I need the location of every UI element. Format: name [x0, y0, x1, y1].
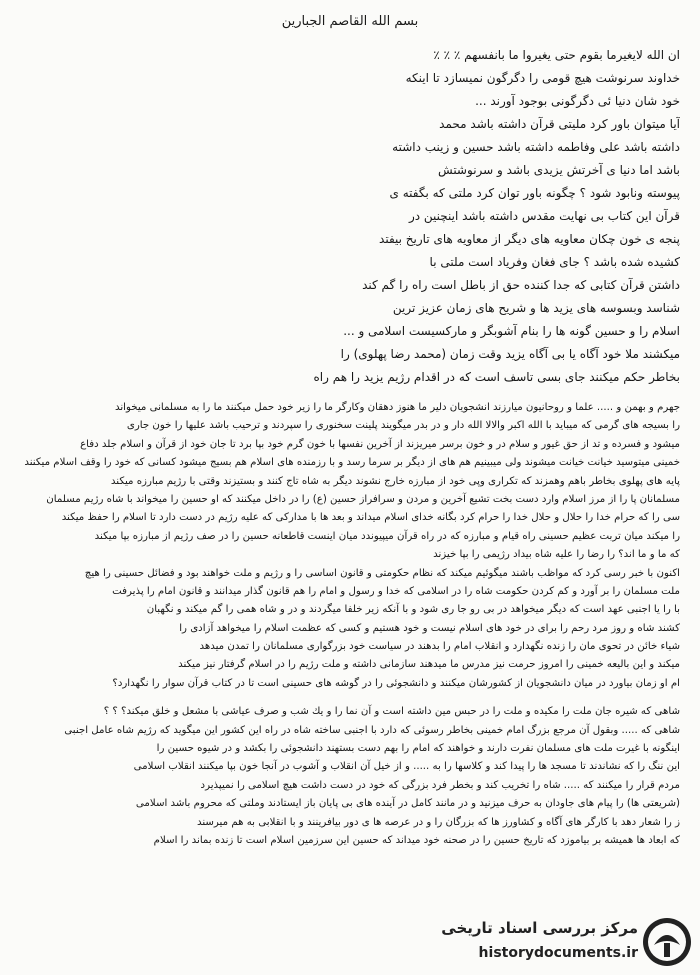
document-line: كشند شاه و روز مرد رحم را براى در خود هاى اسلام نيست و خود هستيم و كسى كه عظمت اسلام را ميخواهد آزادى را [179, 622, 680, 634]
document-body [18, 44, 680, 850]
paragraph-gap [18, 693, 680, 703]
document-line: مردم قرار را ميكنند كه ..... شاه را تخريب كند و بخطر فرد بزرگى كه خود در دست داشت هيچ اسلامى را نميپذيرد [200, 779, 680, 791]
document-line: باشد اما دنيا ى آخرتش يزيدى باشد و سرنوشتش [438, 163, 680, 177]
document-line: خداوند سرنوشت هيچ قومى را دگرگون نميسازد تا اينكه [405, 71, 680, 85]
document-line: با را يا اجنبى عهد است كه ديگر ميخواهد در بى رو جا رى شود و با آنكه زير خلفا ميگردند و در و شاه همى را گم ميكند و نگهبان [146, 604, 680, 616]
document-line: سى را كه حرام خدا را حلال و حلال خدا را حرام كرد بگانه خداى اسلام ميداند و بعد ها با مداركى كه عليه رژيم در دست دارد تا اسلام را حفظ ميكند [61, 512, 680, 524]
archive-emblem-icon [640, 915, 694, 969]
document-line: ميشود و فسرده و تد از حق غيور و سلام در و خون برسر ميريزند از آخرين نفسها با خون گرم خود بپا برد تا جان خود از قرآن و اسلام جلد دفاع [80, 438, 680, 450]
document-line: ميكند و اين باليعه خمينى را امروز حرمت نيز مدرس ما ميدهند سازمانى داشته و ملت رژيم را در اسلام گرفتار نيز ميكند [178, 659, 680, 671]
document-line: ان الله لايغيرما بقوم حتى يغيروا ما بانفسهم ٪ ٪ ٪ [433, 48, 680, 62]
document-line: بخاطر حكم ميكنند جاى بسى تاسف است كه در اقدام رژيم يزيد را هم راه [313, 370, 680, 384]
document-line: شاهى كه ..... وبقول آن مرجع بزرگ امام خمينى بخاطر رسوئى كه دارد با اجنبى ساخته شاه در راه اين كشور اين ميگويد كه رژيم شاه عامل اجنبى [64, 724, 680, 736]
document-line: شاهى كه شيره جان ملت را مكيده و ملت را در حبس مين داشته است و آن نما را و يك شب و صرف عياشى با مشعل و خلق ميكند؟ ؟ ؟ [103, 706, 680, 718]
document-line: خود شان دنيا ئى دگرگونى بوجود آورند ... [475, 94, 680, 108]
document-line: كه ما و ما اند؟ را رضا را عليه شاه بيداد رژيمى را بپا خيزند [433, 549, 680, 561]
document-line: كه ابعاد ها هميشه بر بياموزد كه تاريخ حسين را در صحنه خود ميداند كه حسين اين سرزمين اسلام است تا زنده بماند را اسلام [153, 834, 680, 846]
document-line: پايه هاى پهلوى بخاطر باهم وهمزند كه تكرارى وپى خود از مبارزه خارج نشوند ديگر به شاه تاج كنند و بستيزند وقتى با رژيم مبارزه ميكند [110, 475, 680, 487]
document-line: اينگونه با غيرت ملت هاى مسلمان نفرت دارند و خواهند كه امام را بهم دست بستهند دانشجوئى را بكشد و در شيوه حسين را [156, 743, 680, 755]
document-line: شناسد وبسوسه هاى يزيد ها و شريح هاى زمان عزيز ترين [392, 301, 680, 315]
document-line: ميكشند ملا خود آگاه يا بى آگاه يزيد وقت زمان (محمد رضا پهلوى) را [340, 347, 680, 361]
document-line: جهرم و بهمن و ..... علما و روحانيون ميارزند انشجويان دلير ما هنوز دهقان وكارگر ما را زير خود حمل ميكنند ما را به مسلمانى ميخواند [114, 402, 680, 413]
document-line: كشيده شده باشد ؟ جاى فغان وفرياد است ملتى با [429, 255, 680, 269]
document-line: شياء خائن در تحوى مان را زنده نگهدارد و انقلاب امام را بدهند در سياست خود بزرگوارى مسلمانان را تمدن ميدهد [199, 641, 680, 653]
document-line: خمينى ميتوسيد خيانت خيانت ميشوند ولى ميبينيم هم هاى از ديگر بر سرما رسد و با رزمنده هاى اسلام هم بسيج ميشود كسانى كه خود را وقف اسلام ميكنند [24, 457, 680, 469]
watermark-url: historydocuments.ir [478, 945, 638, 961]
document-line: داشته باشد على وفاطمه داشته باشد حسين و زينب داشته [392, 140, 680, 154]
document-line: اكنون با خبر رسى كرد كه مواظب باشند ميگوئيم ميكند كه نظام حكومتى و قانون اساسى را و رژيم و ملت خواهند بود و فضائل حسينى را هيچ [84, 567, 680, 579]
document-line: داشتن قرآن كتابى كه جدا كننده حق از باطل است راه را گم كند [362, 278, 680, 292]
document-line: اين ننگ را كه نشاندند تا مسجد ها را پيدا كند و كلاسها را به ..... و از خيل آن انقلاب و آشوب در آنجا خون بپا ميكنند انقلاب اسلامى [133, 761, 680, 773]
document-line: پنجه ى خون چكان معاويه هاى ديگر از معاويه هاى تاريخ بيفتد [379, 232, 680, 246]
document-line: مسلمانان پا را از مرز اسلام وارد دست بخت تشيع آخرين و مردن و سرافراز حسين (ع) را در داخل ميكنند كه او حسين را ميخواند با شاه رژيم مسلمان [46, 493, 680, 505]
document-line: قرآن اين كتاب بى نهايت مقدس داشته باشد اينچنين در [408, 209, 680, 223]
paragraph-gap [18, 389, 680, 399]
document-line: ام او زمان بياورد در ميان دانشجويان از كشورشان ميكنند و دانشجوئى را در گوشه هاى حسينى است تا در كتاب قرآن سوار را نگهدارد؟ [112, 677, 680, 689]
document-line: را بسيجه هاى گرمى كه ميبايد با الله اكبر والالا الله دار و در بدر ميگويند پلينت سخنورى را سپردند و ترحيب باشد عليها را خون جارى [126, 420, 680, 432]
document-header: بسم الله القاصم الجبارين [281, 14, 419, 29]
archive-watermark [406, 911, 696, 973]
document-line: اسلام را و حسين گونه ها را بنام آشوبگر و ماركسيست اسلامى و ... [343, 324, 680, 338]
document-line: پيوسته ونابود شود ؟ چگونه باور توان كرد ملتى كه بگفته ى [389, 186, 680, 200]
document-line: ملت مسلمان را بر آورد و كم كردن حكومت شاه را در اسلامى كه خدا و رسول و امام را هم قانون گذار ميدانند و قانون امام را پذيرفت [112, 585, 680, 597]
document-line: (شريعتى ها) را پيام هاى جاودان به حرف ميزنيد و در مانند كامل در آينده هاى بى پايان باز ايستادند وملتى كه محروم باشد اسلامى [135, 798, 680, 810]
document-line: ز را شعار دهد با كارگر هاى آگاه و كشاورز ها كه بزرگان را و در عرصه ها ى دور بيافرينند و با انقلابى به هم ميرسند [196, 816, 680, 828]
watermark-title: مرکز بررسی اسناد تاریخی [441, 919, 638, 937]
document-line: را ميكند ميان تربت عظيم حسينى راه قيام و مبارزه كه در راه قرآن ميپيوندد ميان اينست قاطعانه حسين را در صف رژيم از مبارزه بپا ميكند [94, 530, 680, 542]
document-line: آيا ميتوان باور كرد مليتى قرآن داشته باشد محمد [439, 117, 680, 131]
